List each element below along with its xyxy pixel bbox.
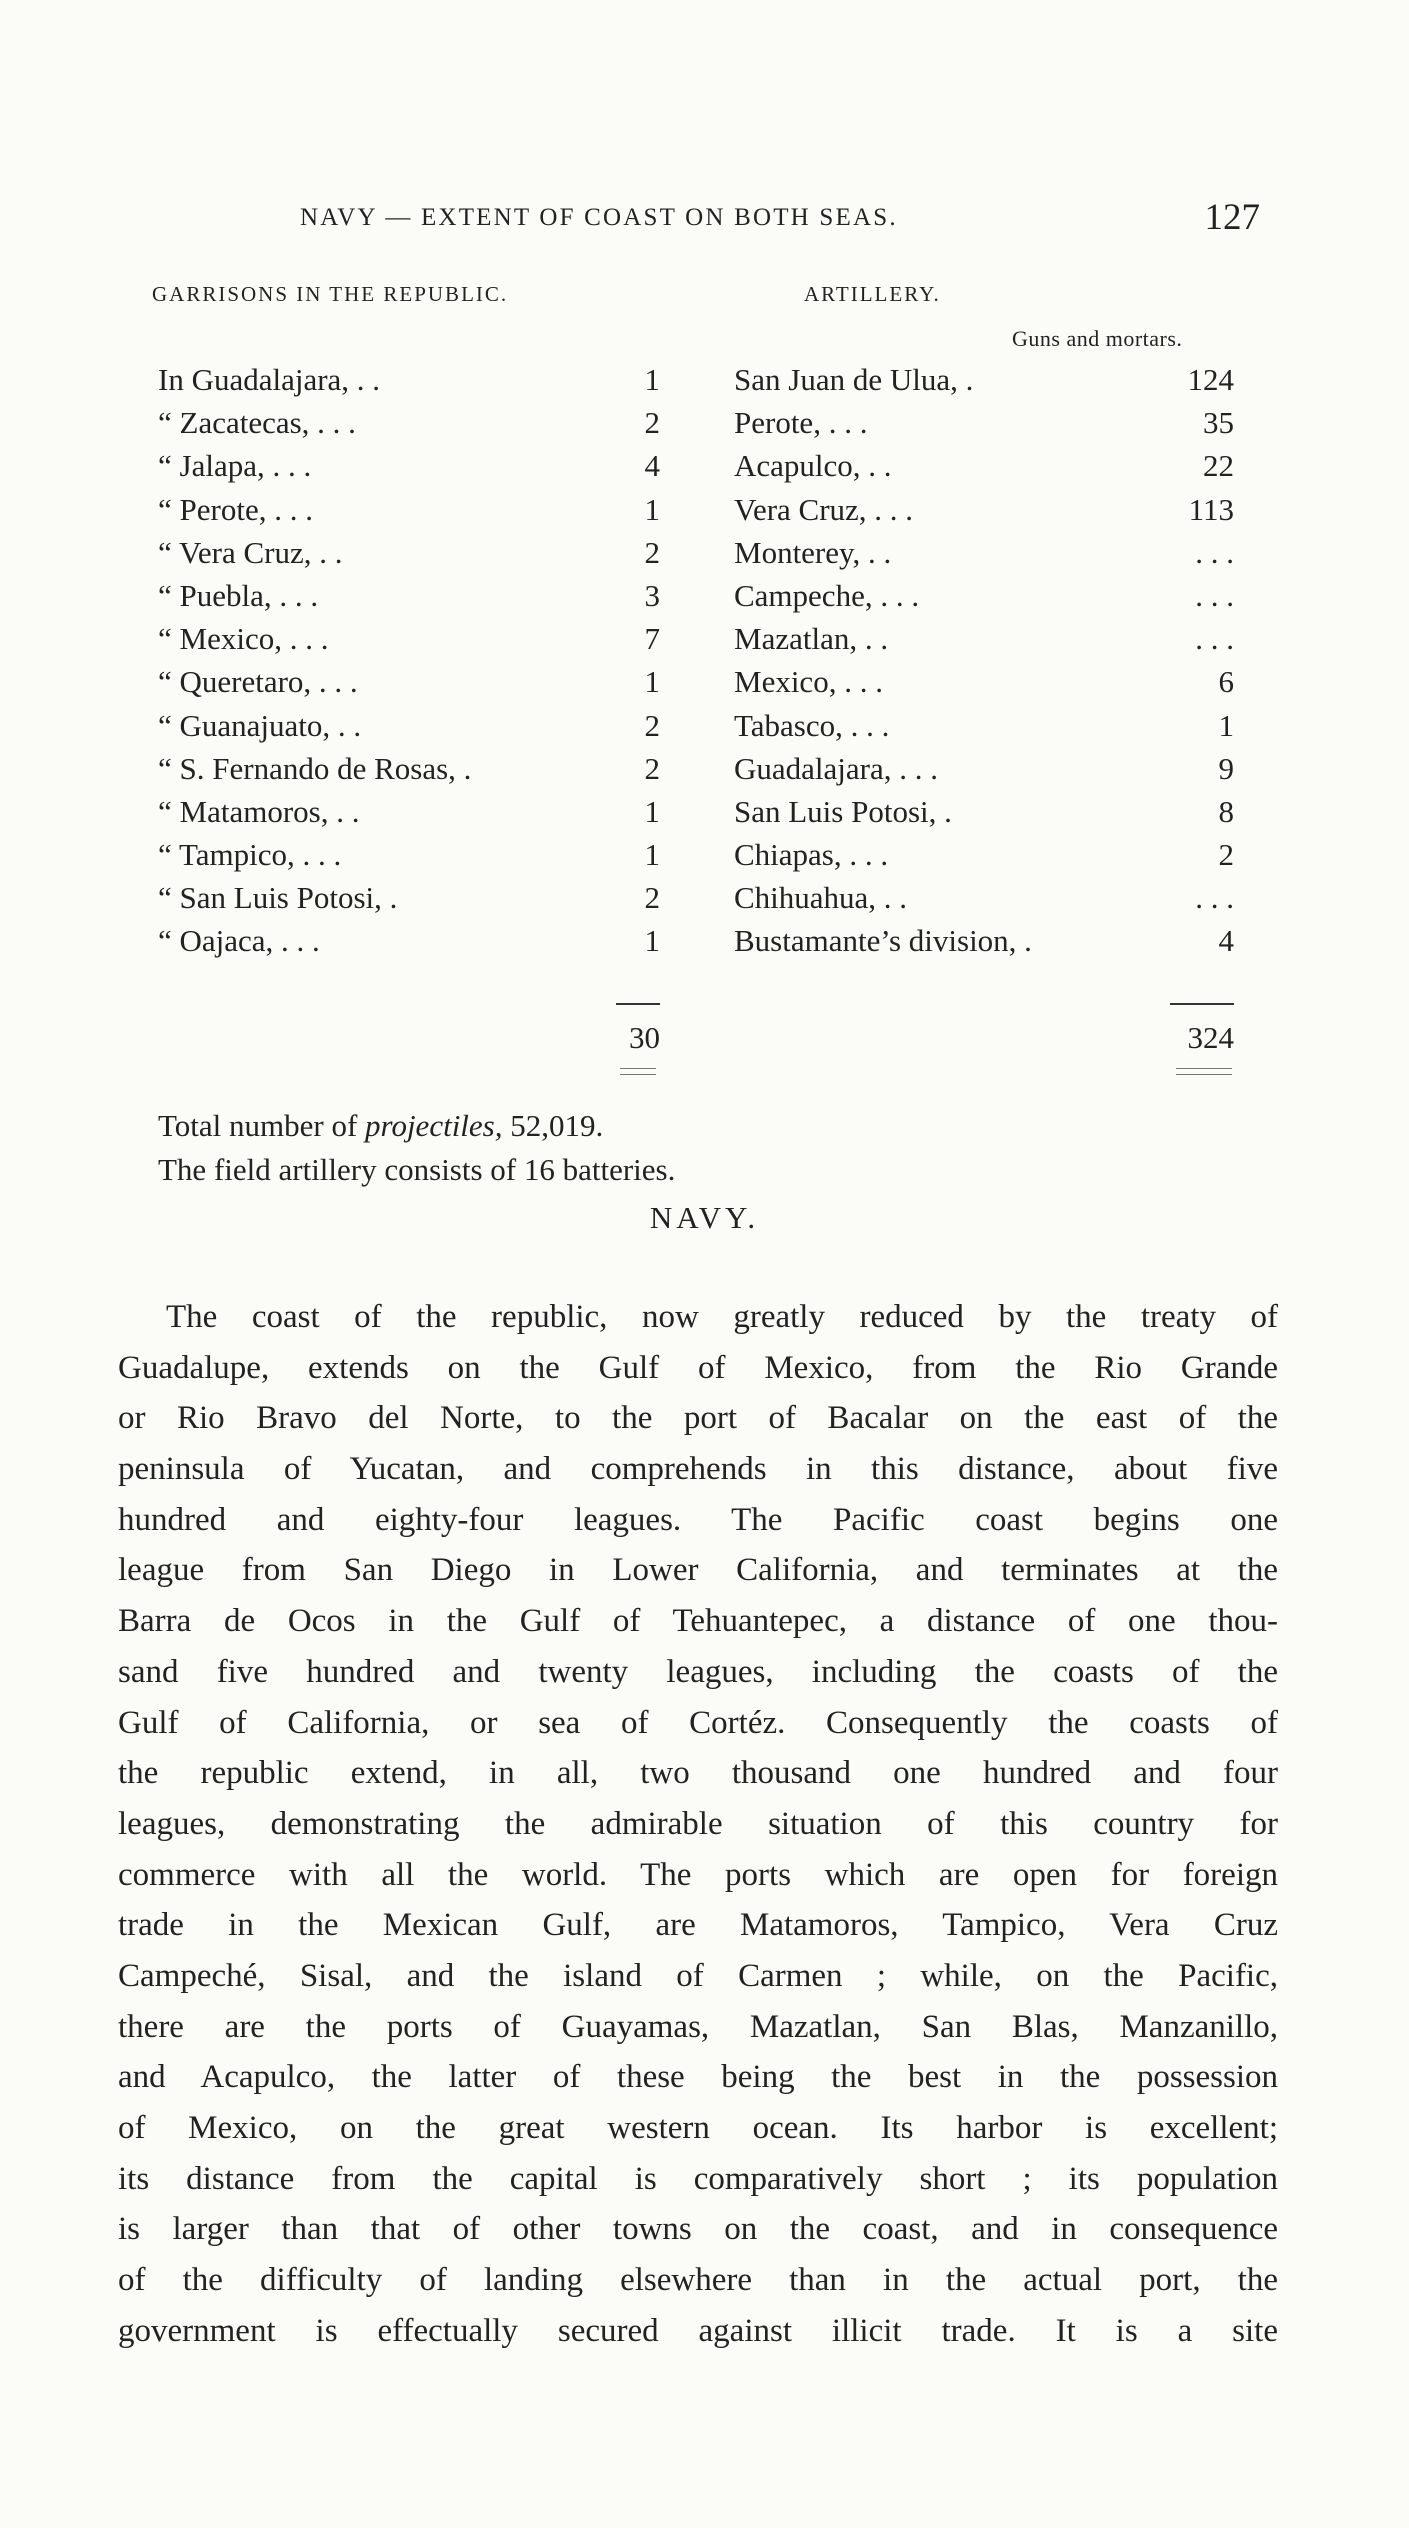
garrisons-double-rule: [620, 1068, 656, 1075]
text-line: peninsula of Yucatan, and comprehends in this distance, about five: [118, 1451, 1278, 1488]
garrison-row-place: “ Matamoros, . .: [158, 793, 360, 829]
garrison-row-place: “ Mexico, . . .: [158, 621, 329, 657]
text-line: trade in the Mexican Gulf, are Matamoros, Tampico, Vera Cruz: [118, 1907, 1278, 1944]
artillery-row-place: Chiapas, . . .: [734, 837, 889, 873]
artillery-row-place: Mazatlan, . .: [734, 621, 889, 657]
artillery-row-place: Perote, . . .: [734, 405, 868, 441]
text-line: hundred and eighty-four leagues. The Pacific coast begins one: [118, 1501, 1278, 1538]
garrison-row-count: 1: [644, 664, 660, 700]
artillery-row-place: Acapulco, . .: [734, 448, 892, 484]
garrison-row-count: 2: [644, 880, 660, 916]
artillery-row-count: 113: [1188, 491, 1234, 527]
artillery-table: [734, 362, 1234, 967]
garrison-row-place: “ Queretaro, . . .: [158, 664, 358, 700]
text-line: of the difficulty of landing elsewhere than in the actual port, the: [118, 2262, 1278, 2299]
artillery-row-place: Guadalajara, . . .: [734, 750, 938, 786]
text-line: government is effectually secured against illicit trade. It is a site: [118, 2312, 1278, 2349]
garrison-row: [158, 448, 660, 491]
text-line: Guadalupe, extends on the Gulf of Mexico, from the Rio Grande: [118, 1349, 1278, 1386]
garrison-row: [158, 664, 660, 707]
artillery-row-count: 2: [1218, 837, 1234, 873]
text-line: or Rio Bravo del Norte, to the port of Bacalar on the east of the: [118, 1400, 1278, 1437]
text-line: its distance from the capital is comparatively short ; its population: [118, 2160, 1278, 2197]
garrison-row: [158, 362, 660, 405]
text-line: is larger than that of other towns on the coast, and in consequence: [118, 2211, 1278, 2248]
artillery-row-count: . . .: [1195, 880, 1234, 916]
artillery-row: [734, 405, 1234, 448]
garrison-row-place: “ Zacatecas, . . .: [158, 405, 356, 441]
artillery-row: [734, 621, 1234, 664]
artillery-heading: ARTILLERY.: [804, 282, 941, 306]
text-line: sand five hundred and twenty leagues, including the coasts of the: [118, 1653, 1278, 1690]
artillery-row-count: 1: [1218, 707, 1234, 743]
garrison-row-place: “ Perote, . . .: [158, 491, 313, 527]
artillery-row-count: 8: [1218, 793, 1234, 829]
text-line: league from San Diego in Lower California, and terminates at the: [118, 1552, 1278, 1589]
text-line: of Mexico, on the great western ocean. Its harbor is excellent;: [118, 2110, 1278, 2146]
garrison-row-count: 2: [644, 405, 660, 441]
artillery-row-count: 35: [1203, 405, 1234, 441]
text-line: The coast of the republic, now greatly reduced by the treaty of: [166, 1299, 1278, 1335]
projectiles-word: projectiles,: [365, 1108, 503, 1143]
projectiles-prefix: Total number of: [158, 1108, 366, 1143]
text-line: commerce with all the world. The ports which are open for foreign: [118, 1856, 1278, 1893]
artillery-row-count: . . .: [1195, 534, 1234, 570]
artillery-row: [734, 362, 1234, 405]
artillery-row-place: San Juan de Ulua, .: [734, 362, 974, 397]
garrison-row: [158, 708, 660, 751]
garrison-row-count: 1: [644, 491, 660, 527]
garrison-row-count: 1: [644, 793, 660, 829]
garrison-row: [158, 837, 660, 880]
garrison-row: [158, 492, 660, 535]
artillery-row-count: 4: [1218, 923, 1234, 959]
garrison-row-count: 1: [644, 362, 660, 397]
artillery-row-count: . . .: [1195, 577, 1234, 613]
artillery-row-place: Monterey, . .: [734, 534, 892, 570]
artillery-row-count: . . .: [1195, 621, 1234, 657]
artillery-row-count: 22: [1203, 448, 1234, 484]
running-title: NAVY — EXTENT OF COAST ON BOTH SEAS.: [300, 204, 898, 231]
garrisons-total: 30: [629, 1020, 660, 1055]
garrison-row: [158, 923, 660, 966]
artillery-row: [734, 880, 1234, 923]
garrison-row: [158, 535, 660, 578]
page-number: 127: [1204, 197, 1260, 238]
garrison-row-place: “ Puebla, . . .: [158, 577, 319, 613]
artillery-row: [734, 751, 1234, 794]
artillery-row-place: Vera Cruz, . . .: [734, 491, 914, 527]
artillery-row-count: 124: [1187, 362, 1234, 397]
garrisons-heading: GARRISONS IN THE REPUBLIC.: [152, 282, 509, 306]
garrison-row: [158, 751, 660, 794]
navy-paragraph: [118, 1292, 1278, 2356]
garrison-row: [158, 880, 660, 923]
garrison-row-count: 2: [644, 534, 660, 570]
artillery-row-place: Campeche, . . .: [734, 577, 920, 613]
section-title-navy: NAVY.: [649, 1200, 760, 1235]
artillery-row: [734, 664, 1234, 707]
running-head: [300, 196, 1260, 246]
projectiles-note: [158, 1108, 603, 1144]
artillery-row-place: San Luis Potosi, .: [734, 793, 952, 829]
text-line: there are the ports of Guayamas, Mazatlan, San Blas, Manzanillo,: [118, 2008, 1278, 2045]
field-artillery-note: The field artillery consists of 16 batteries.: [158, 1152, 676, 1187]
artillery-row: [734, 837, 1234, 880]
garrison-row-place: “ Jalapa, . . .: [158, 448, 312, 484]
artillery-row-count: 6: [1218, 664, 1234, 700]
garrison-row-place: “ S. Fernando de Rosas, .: [158, 750, 472, 786]
garrison-row: [158, 794, 660, 837]
garrison-row-count: 2: [644, 707, 660, 743]
artillery-row-place: Mexico, . . .: [734, 664, 883, 700]
artillery-row-place: Tabasco, . . .: [734, 707, 890, 743]
garrisons-sum-rule: [616, 1003, 660, 1005]
garrison-row-place: In Guadalajara, . .: [158, 362, 381, 397]
garrison-row-count: 1: [644, 923, 660, 959]
artillery-row-place: Bustamante’s division, .: [734, 923, 1032, 959]
garrison-row-place: “ San Luis Potosi, .: [158, 880, 398, 916]
guns-mortars-subheading: Guns and mortars.: [1012, 326, 1183, 351]
artillery-row-count: 9: [1218, 750, 1234, 786]
text-line: Gulf of California, or sea of Cortéz. Consequently the coasts of: [118, 1704, 1278, 1741]
text-line: Campeché, Sisal, and the island of Carmen ; while, on the Pacific,: [118, 1957, 1278, 1994]
projectiles-count: 52,019.: [502, 1108, 604, 1143]
garrison-row-place: “ Tampico, . . .: [158, 837, 342, 873]
text-line: the republic extend, in all, two thousand one hundred and four: [118, 1755, 1278, 1792]
artillery-double-rule: [1176, 1068, 1232, 1075]
garrison-row-place: “ Oajaca, . . .: [158, 923, 320, 959]
artillery-row: [734, 794, 1234, 837]
artillery-row-place: Chihuahua, . .: [734, 880, 908, 916]
artillery-sum-rule: [1170, 1003, 1234, 1005]
garrisons-table: [158, 362, 660, 967]
garrison-row: [158, 621, 660, 664]
garrison-row-place: “ Guanajuato, . .: [158, 707, 362, 743]
artillery-row: [734, 535, 1234, 578]
artillery-row: [734, 708, 1234, 751]
garrison-row-count: 2: [644, 750, 660, 786]
garrison-row-count: 1: [644, 837, 660, 873]
garrison-row-place: “ Vera Cruz, . .: [158, 534, 343, 570]
garrison-row-count: 4: [644, 448, 660, 484]
text-line: and Acapulco, the latter of these being the best in the possession: [118, 2059, 1278, 2096]
artillery-total: 324: [1187, 1020, 1234, 1055]
artillery-row: [734, 578, 1234, 621]
text-line: Barra de Ocos in the Gulf of Tehuantepec, a distance of one thou-: [118, 1603, 1278, 1640]
artillery-row: [734, 492, 1234, 535]
artillery-row: [734, 923, 1234, 966]
garrison-row-count: 3: [644, 577, 660, 613]
garrison-row-count: 7: [644, 621, 660, 657]
garrison-row: [158, 405, 660, 448]
text-line: leagues, demonstrating the admirable situation of this country for: [118, 1805, 1278, 1842]
artillery-row: [734, 448, 1234, 491]
garrison-row: [158, 578, 660, 621]
